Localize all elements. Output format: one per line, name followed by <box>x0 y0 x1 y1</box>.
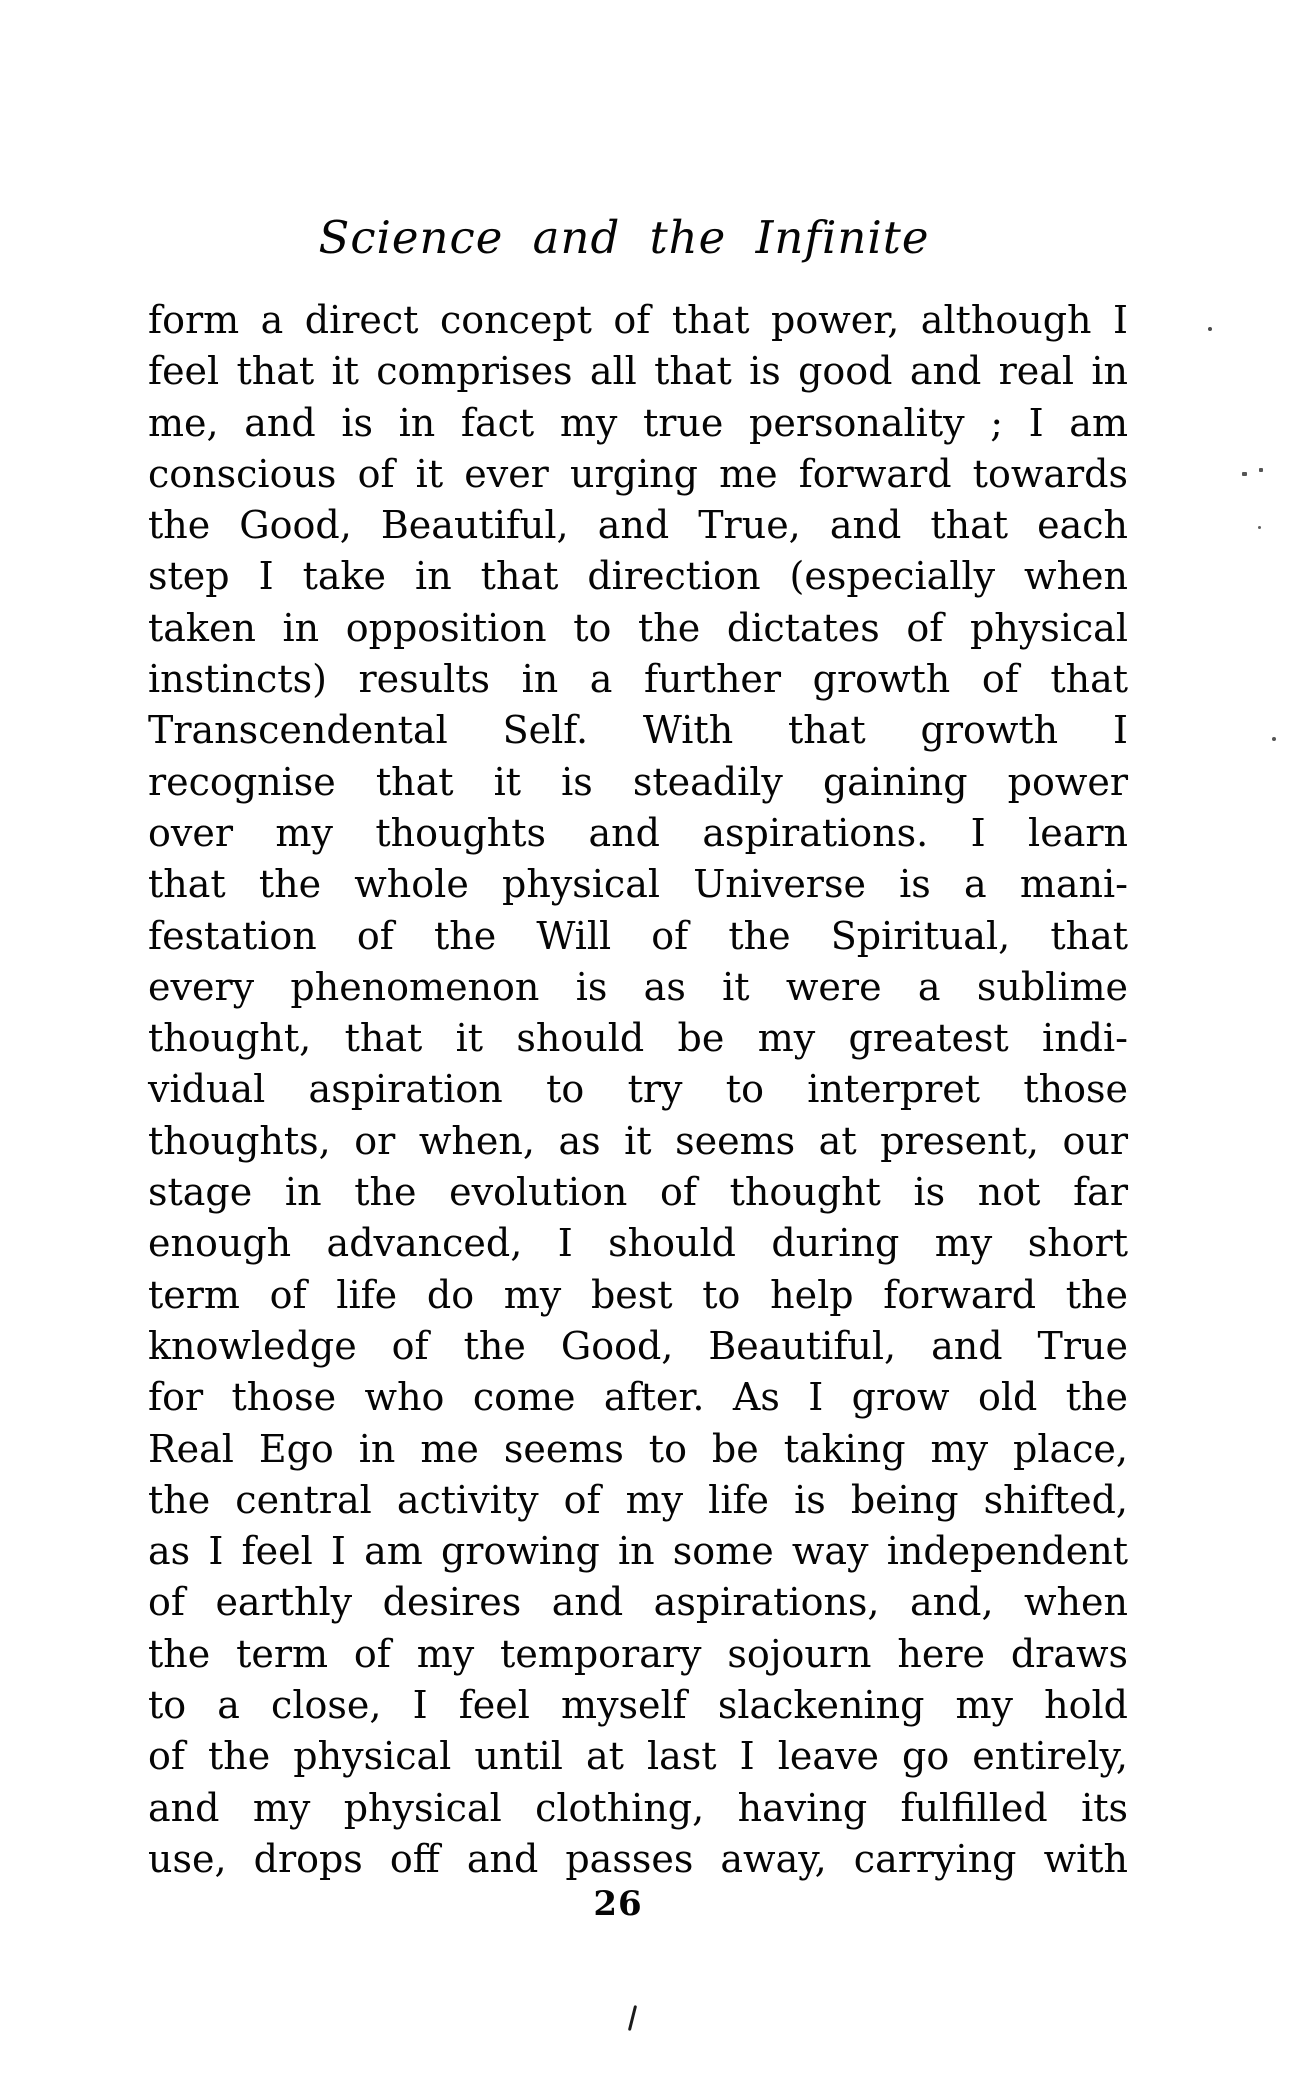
text-line: thought, that it should be my greatest indi- <box>148 1016 1128 1061</box>
text-line: festation of the Will of the Spiritual, that <box>148 913 1128 958</box>
body-text <box>148 295 1128 1885</box>
text-line: over my thoughts and aspirations. I learn <box>148 810 1128 855</box>
text-line: Real Ego in me seems to be taking my place, <box>148 1426 1128 1471</box>
text-line: taken in opposition to the dictates of physical <box>148 605 1128 650</box>
scan-artifact-speck <box>1272 737 1276 741</box>
text-line: Transcendental Self. With that growth I <box>148 708 1128 753</box>
text-line: term of life do my best to help forward the <box>148 1272 1128 1317</box>
text-line: every phenomenon is as it were a sublime <box>148 964 1128 1009</box>
text-line: the Good, Beautiful, and True, and that each <box>148 503 1128 548</box>
text-line: recognise that it is steadily gaining power <box>148 759 1128 804</box>
text-line: knowledge of the Good, Beautiful, and True <box>148 1323 1128 1368</box>
scan-artifact-stroke <box>628 2005 637 2031</box>
text-line: of earthly desires and aspirations, and, when <box>148 1580 1128 1625</box>
text-line: for those who come after. As I grow old the <box>148 1375 1128 1420</box>
text-line: conscious of it ever urging me forward towards <box>148 451 1128 496</box>
text-line: thoughts, or when, as it seems at present, our <box>148 1118 1128 1163</box>
text-line: enough advanced, I should during my short <box>148 1221 1128 1266</box>
text-line: form a direct concept of that power, although I <box>148 298 1128 342</box>
scan-artifact-speck <box>1208 327 1212 331</box>
scan-artifact-speck <box>1242 472 1247 476</box>
text-line: the central activity of my life is being shifted, <box>148 1477 1128 1522</box>
text-line: vidual aspiration to try to interpret those <box>148 1067 1128 1112</box>
text-line: of the physical until at last I leave go entirely, <box>148 1734 1128 1779</box>
text-line: the term of my temporary sojourn here draws <box>148 1631 1128 1676</box>
text-line: use, drops off and passes away, carrying with <box>148 1836 1128 1881</box>
text-line: and my physical clothing, having fulfilled its <box>148 1785 1128 1830</box>
text-line: as I feel I am growing in some way independent <box>148 1529 1128 1574</box>
page-number: 26 <box>593 1884 643 1924</box>
text-line: stage in the evolution of thought is not far <box>148 1170 1128 1215</box>
running-head-title: Science and the Infinite <box>318 211 930 264</box>
text-line: instincts) results in a further growth of that <box>148 657 1128 702</box>
text-line: that the whole physical Universe is a mani- <box>148 862 1128 907</box>
text-line: me, and is in fact my true personality ; I am <box>148 400 1128 445</box>
scan-artifact-speck <box>1258 526 1261 529</box>
text-line: step I take in that direction (especially when <box>148 554 1128 599</box>
text-line: to a close, I feel myself slackening my hold <box>148 1683 1128 1728</box>
scan-artifact-speck <box>1259 468 1263 472</box>
text-line: feel that it comprises all that is good and real in <box>148 349 1128 394</box>
